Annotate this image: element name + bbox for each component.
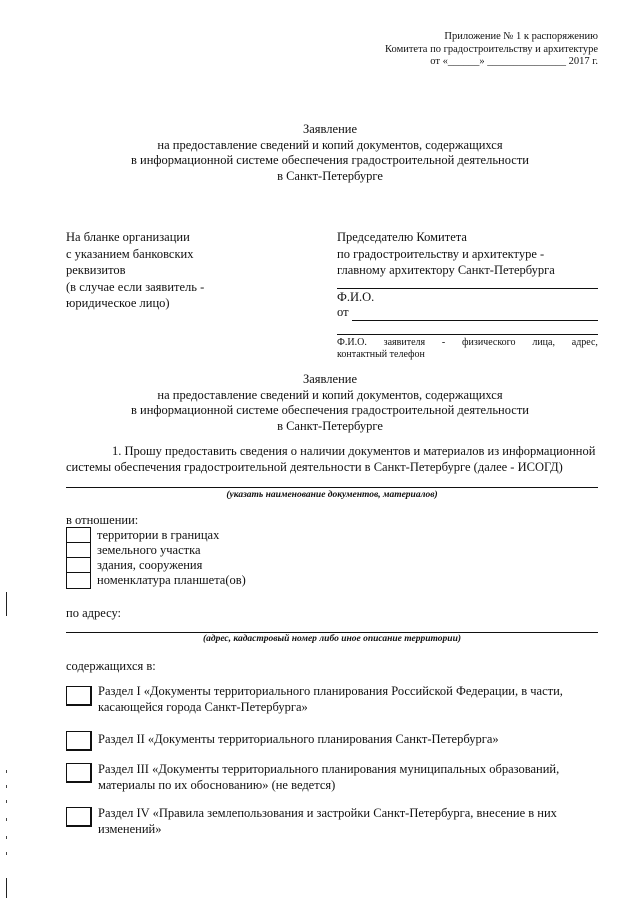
scan-dot (6, 800, 7, 803)
scan-dot (6, 770, 7, 773)
appendix-note (330, 31, 598, 69)
addressee-line: по градостроительству и архитектуре - (337, 246, 545, 261)
regarding-options (97, 528, 246, 588)
section-line: Раздел I «Документы территориального планирования Российской Федерации, в части, (98, 684, 563, 698)
section-3-text (98, 762, 598, 793)
fio-label: Ф.И.О. (337, 290, 375, 304)
territory-checkbox[interactable] (67, 528, 89, 542)
left-line: с указанием банковских (66, 246, 194, 261)
documents-caption: (указать наименование документов, материалов) (226, 490, 438, 500)
from-field-line[interactable] (352, 320, 598, 321)
land-plot-checkbox[interactable] (67, 543, 89, 557)
section-line: материалы по их обоснованию» (не ведется) (98, 777, 336, 792)
request-paragraph (66, 444, 600, 475)
caption-word: Ф.И.О. (337, 337, 367, 348)
scan-mark (6, 878, 7, 898)
caption-word: лица, (532, 337, 555, 348)
title-line: в Санкт-Петербурге (277, 418, 383, 433)
title-word: Заявление (302, 372, 357, 386)
section-2-text (98, 732, 598, 748)
address-caption: (адрес, кадастровый номер либо иное описание территории) (202, 634, 462, 644)
title-line: на предоставление сведений и копий документов, содержащихся (157, 137, 503, 152)
scan-dot (6, 836, 7, 839)
appendix-line: Комитета по градостроительству и архитектуре (385, 43, 598, 55)
regarding-option: территории в границах (97, 528, 220, 542)
regarding-label: в отношении: (66, 513, 139, 527)
appendix-line: от «______» _______________ 2017 г. (430, 56, 598, 67)
section-4-text (98, 806, 598, 837)
documents-field-line[interactable] (66, 487, 598, 488)
scan-dot (6, 785, 7, 788)
left-line: юридическое лицо) (66, 296, 170, 310)
address-label: по адресу: (66, 606, 122, 620)
left-line: (в случае если заявитель - (66, 279, 205, 294)
section-4-checkbox[interactable] (66, 807, 92, 827)
from-label: от (337, 305, 349, 319)
section-line: Раздел II «Документы территориального планирования Санкт-Петербурга» (98, 732, 499, 746)
request-line: системы обеспечения градостроительной деятельности в Санкт-Петербурге (далее - ИСОГД) (66, 459, 563, 474)
title-line: в информационной системе обеспечения градостроительной деятельности (131, 153, 529, 167)
building-checkbox[interactable] (67, 558, 89, 572)
contained-label: содержащихся в: (66, 659, 156, 673)
regarding-option: здания, сооружения (97, 558, 203, 572)
addressee (337, 229, 599, 279)
applicant-caption (337, 337, 598, 361)
title-line: на предоставление сведений и копий документов, содержащихся (157, 387, 503, 402)
section-line: изменений» (98, 821, 162, 836)
section-line: Раздел IV «Правила землепользования и застройки Санкт-Петербурга, внесение в них (98, 806, 557, 820)
addressee-line: Председателю Комитета (337, 230, 467, 244)
title-line: в информационной системе обеспечения градостроительной деятельности (131, 403, 529, 417)
appendix-line: Приложение № 1 к распоряжению (444, 31, 598, 42)
section-line: Раздел III «Документы территориального планирования муниципальных образований, (98, 762, 560, 776)
title-block-main (60, 372, 600, 434)
caption-word: заявителя (383, 337, 426, 348)
organization-letterhead-note (66, 229, 286, 312)
title-block-top (60, 122, 600, 184)
regarding-option: земельного участка (97, 543, 201, 557)
request-line: 1. Прошу предоставить сведения о наличии документов и материалов из информационной (112, 444, 596, 458)
left-line: реквизитов (66, 263, 126, 277)
plan-sheet-checkbox[interactable] (67, 573, 89, 587)
regarding-option: номенклатура планшета(ов) (97, 573, 246, 587)
caption-word: физического (462, 337, 516, 348)
caption-word: адрес, (571, 337, 598, 348)
caption-line: контактный телефон (337, 349, 425, 360)
scan-dot (6, 852, 7, 855)
rule (337, 288, 598, 289)
section-1-text (98, 684, 598, 715)
section-2-checkbox[interactable] (66, 731, 92, 751)
section-line: касающейся города Санкт-Петербурга» (98, 699, 308, 714)
scan-mark (6, 592, 7, 616)
title-line: в Санкт-Петербурге (277, 168, 383, 183)
left-line: На бланке организации (66, 230, 190, 244)
title-word: Заявление (302, 122, 357, 136)
section-1-checkbox[interactable] (66, 686, 92, 706)
address-field-line[interactable] (66, 632, 598, 633)
scan-dot (6, 818, 7, 821)
section-3-checkbox[interactable] (66, 763, 92, 783)
caption-word: - (441, 337, 446, 348)
addressee-line: главному архитектору Санкт-Петербурга (337, 263, 555, 277)
applicant-field-line[interactable] (337, 334, 598, 335)
